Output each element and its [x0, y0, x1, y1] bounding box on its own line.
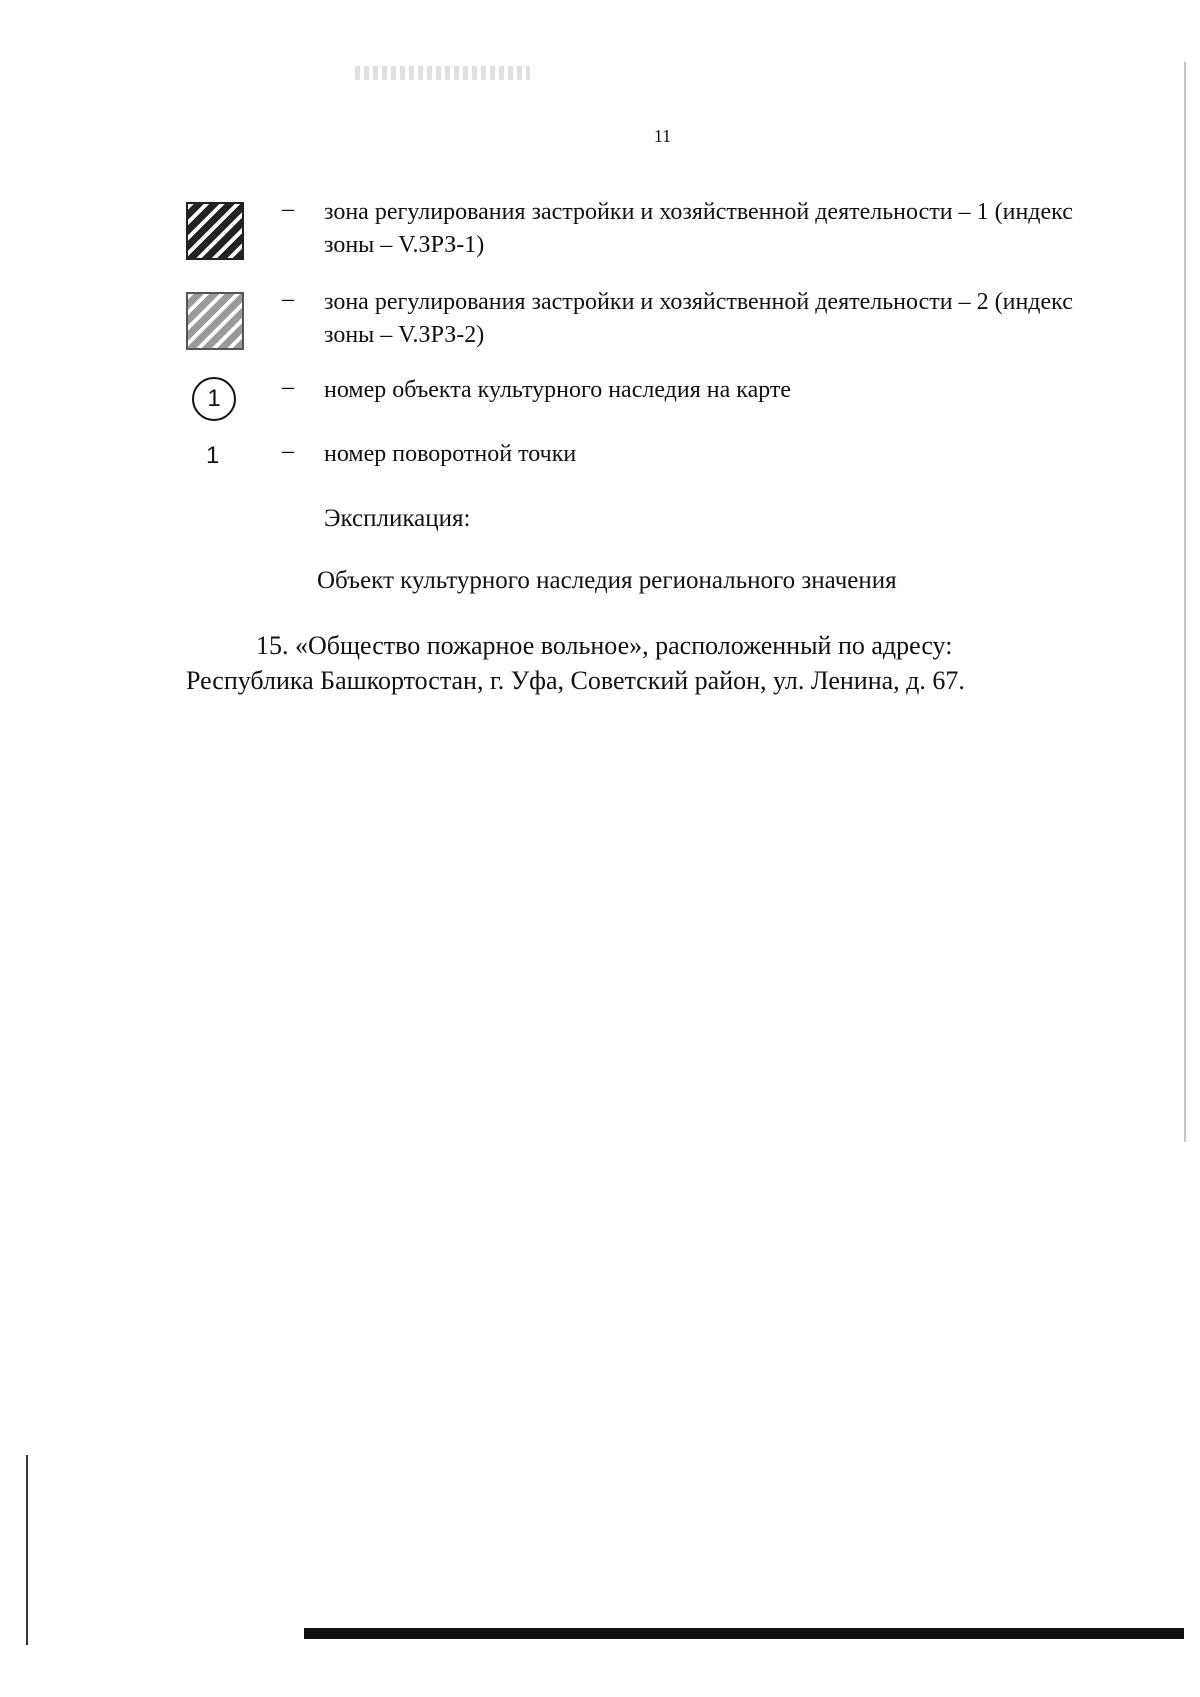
hatched-light-square-icon — [186, 292, 244, 350]
legend-text: зона регулирования застройки и хозяйственной деятельности – 2 (индекс зоны – V.ЗРЗ-2) — [324, 289, 1073, 348]
legend-item-turning-point — [186, 438, 1086, 508]
legend-dash: – — [282, 438, 294, 464]
hatched-dark-square-icon — [186, 202, 244, 260]
right-scan-edge-line — [1184, 62, 1186, 1142]
left-scan-edge-line — [26, 1455, 28, 1645]
page-number: 11 — [653, 126, 672, 146]
scan-smudge — [355, 66, 530, 80]
bottom-scan-bar — [304, 1628, 1184, 1639]
legend-text: зона регулирования застройки и хозяйственной деятельности – 1 (индекс зоны – V.ЗРЗ-1) — [324, 199, 1073, 258]
turning-point-number-icon: 1 — [206, 442, 220, 469]
legend-dash: – — [282, 374, 294, 400]
legend-dash: – — [282, 196, 294, 222]
legend-item-zone-1 — [186, 196, 1086, 266]
legend-text: номер объекта культурного наследия на карте — [324, 377, 792, 403]
legend-text: номер поворотной точки — [324, 441, 577, 467]
legend-item-heritage-number — [186, 374, 1086, 444]
circled-number-icon: 1 — [192, 377, 236, 421]
explication-label: Экспликация: — [324, 505, 471, 532]
legend-dash: – — [282, 286, 294, 312]
heritage-object-item: 15. «Общество пожарное вольное», расположенный по адресу: Республика Башкортостан, г. Уфа, Советский район, ул. Ленина, д. 67. — [186, 631, 965, 695]
legend-item-zone-2 — [186, 286, 1086, 356]
heritage-heading: Объект культурного наследия регионального значения — [317, 567, 897, 594]
